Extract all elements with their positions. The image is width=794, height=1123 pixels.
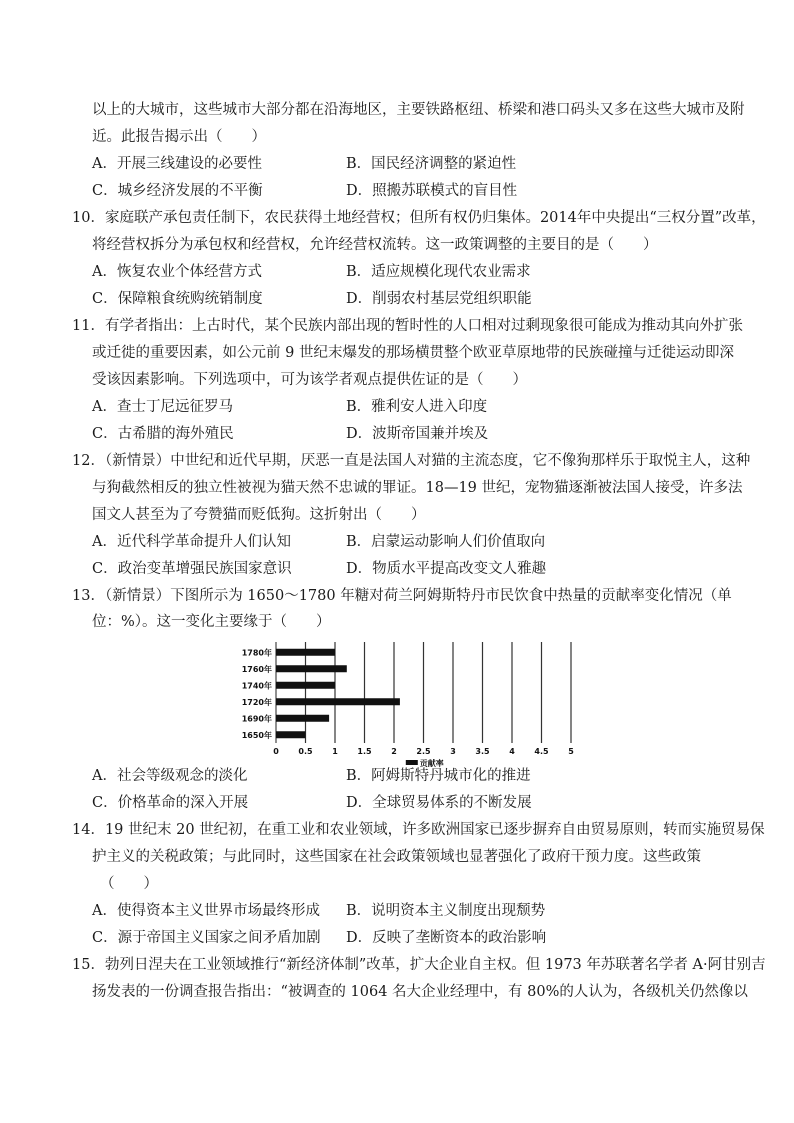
q14-line-3: （ ） [100, 876, 158, 892]
y-tick-label: 1690年 [241, 714, 272, 724]
y-tick-label: 1780年 [241, 648, 272, 658]
bar [276, 698, 400, 705]
q12-option-c: C．政治变革增强民族国家意识 [92, 561, 292, 577]
bar [276, 682, 335, 689]
y-tick-label: 1720年 [241, 697, 272, 707]
x-tick-label: 0 [273, 747, 279, 756]
q12-option-d: D．物质水平提高改变文人雅趣 [346, 561, 547, 577]
x-tick-label: 1 [332, 747, 338, 756]
bar [276, 715, 329, 722]
q14-option-b: B．说明资本主义制度出现颓势 [346, 903, 546, 919]
q11-line-3: 受该因素影响。下列选项中，可为该学者观点提供佐证的是（ ） [92, 372, 527, 388]
q11-option-a: A．查士丁尼远征罗马 [92, 399, 233, 415]
q13-option-c: C．价格革命的深入开展 [92, 795, 249, 811]
legend-label: 贡献率 [419, 759, 444, 768]
q14-line-2: 护主义的关税政策；与此同时，这些国家在社会政策领域也显著强化了政府干预力度。这些政策 [92, 849, 701, 865]
q11-option-d: D．波斯帝国兼并埃及 [346, 426, 489, 442]
q10-option-b: B．适应规模化现代农业需求 [346, 264, 531, 280]
q9-option-c: C．城乡经济发展的不平衡 [92, 183, 263, 199]
bar [276, 649, 335, 656]
x-tick-label: 5 [568, 747, 574, 756]
q12-line-3: 国文人甚至为了夸赞猫而贬低狗。这折射出（ ） [92, 507, 426, 523]
q12-line-1: 12．（新情景）中世纪和近代早期，厌恶一直是法国人对猫的主流态度，它不像狗那样乐于取悦主人，这种 [72, 453, 751, 469]
q10-option-d: D．削弱农村基层党组织职能 [346, 291, 532, 307]
q14-option-c: C．源于帝国主义国家之间矛盾加剧 [92, 930, 321, 946]
x-tick-label: 4 [509, 747, 515, 756]
q10-option-c: C．保障粮食统购统销制度 [92, 291, 263, 307]
q15-line-1: 15．勃列日涅夫在工业领域推行“新经济体制”改革，扩大企业自主权。但 1973 年苏联著名学者 A·阿甘别吉 [72, 957, 766, 973]
legend-swatch [406, 760, 418, 765]
q14-option-d: D．反映了垄断资本的政治影响 [346, 930, 547, 946]
x-tick-label: 3 [450, 747, 456, 756]
q13-option-d: D．全球贸易体系的不断发展 [346, 795, 532, 811]
q9-option-b: B．国民经济调整的紧迫性 [346, 156, 517, 172]
q13-option-a: A．社会等级观念的淡化 [92, 768, 248, 784]
q10-line-2: 将经营权拆分为承包权和经营权，允许经营权流转。这一政策调整的主要目的是（ ） [92, 237, 658, 253]
q9-option-d: D．照搬苏联模式的盲目性 [346, 183, 518, 199]
q9-line-1: 以上的大城市，这些城市大部分都在沿海地区，主要铁路枢纽、桥梁和港口码头又多在这些大城市及附 [92, 102, 745, 118]
q9-option-a: A．开展三线建设的必要性 [92, 156, 262, 172]
y-tick-label: 1760年 [241, 664, 272, 674]
q12-option-b: B．启蒙运动影响人们价值取向 [346, 534, 546, 550]
q11-option-c: C．古希腊的海外殖民 [92, 426, 234, 442]
x-tick-label: 3.5 [475, 747, 490, 756]
q13-line-2: 位：%）。这一变化主要缘于（ ） [92, 614, 331, 630]
q12-line-2: 与狗截然相反的独立性被视为猫天然不忠诚的罪证。18—19 世纪，宠物猫逐渐被法国人接受，许多法 [92, 480, 743, 496]
q9-line-2: 近。此报告揭示出（ ） [92, 129, 266, 145]
q11-option-b: B．雅利安人进入印度 [346, 399, 488, 415]
q11-line-2: 或迁徙的重要因素，如公元前 9 世纪末爆发的那场横贯整个欧亚草原地带的民族碰撞与迁徙运动即深 [92, 345, 734, 361]
q10-option-a: A．恢复农业个体经营方式 [92, 264, 262, 280]
x-tick-label: 2 [391, 747, 397, 756]
bar [276, 731, 306, 738]
sugar-contribution-chart [236, 638, 586, 768]
q13-option-b: B．阿姆斯特丹城市化的推进 [346, 768, 531, 784]
x-tick-label: 2.5 [416, 747, 431, 756]
q14-line-1: 14．19 世纪末 20 世纪初，在重工业和农业领域，许多欧洲国家已逐步摒弃自由贸易原则，转而实施贸易保 [72, 822, 765, 838]
y-tick-label: 1740年 [241, 681, 272, 691]
q13-line-1: 13．（新情景）下图所示为 1650～1780 年糖对荷兰阿姆斯特丹市民饮食中热量的贡献率变化情况（单 [72, 588, 732, 604]
x-tick-label: 0.5 [298, 747, 313, 756]
x-tick-label: 4.5 [534, 747, 549, 756]
q15-line-2: 扬发表的一份调查报告指出：“被调查的 1064 名大企业经理中，有 80%的人认为，各级机关仍然像以 [92, 984, 748, 1000]
q12-option-a: A．近代科学革命提升人们认知 [92, 534, 291, 550]
y-tick-label: 1650年 [241, 730, 272, 740]
q11-line-1: 11．有学者指出：上古时代，某个民族内部出现的暂时性的人口相对过剩现象很可能成为推动其向外扩张 [72, 318, 743, 334]
q10-line-1: 10．家庭联产承包责任制下，农民获得土地经营权；但所有权仍归集体。2014年中央提出“三权分置”改革， [72, 210, 766, 226]
x-tick-label: 1.5 [357, 747, 372, 756]
q14-option-a: A．使得资本主义世界市场最终形成 [92, 903, 320, 919]
bar [276, 665, 347, 672]
